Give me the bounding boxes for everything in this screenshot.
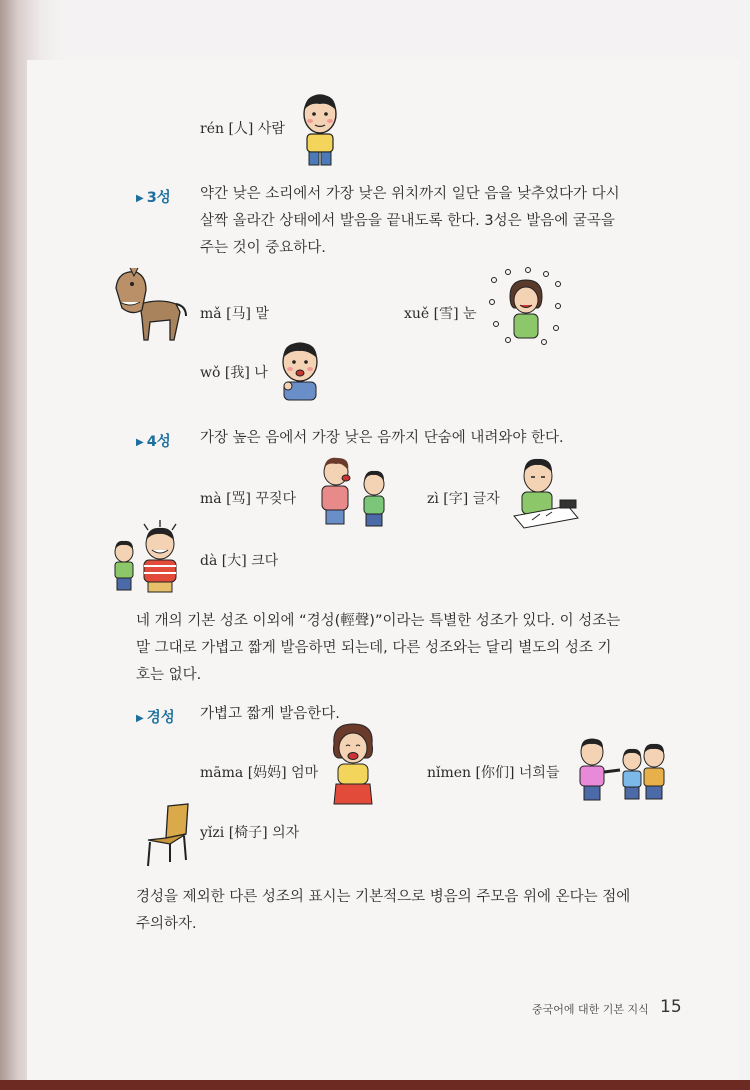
tone-mark-note — [136, 884, 630, 938]
paragraph-line: 네 개의 기본 성조 이외에 “경성(輕聲)”이라는 특별한 성조가 있다. 이 성조는 — [136, 613, 621, 629]
word-xue3: xuě [雪] 눈 — [404, 306, 477, 322]
big-man-illustration — [108, 518, 184, 594]
tone-4-description: 가장 높은 음에서 가장 낮은 음까지 단숨에 내려와야 한다. — [200, 430, 564, 446]
word-ren: rén [人] 사람 — [200, 121, 285, 137]
neutral-tone-label: ▶ 경성 — [136, 710, 175, 726]
tone-3-desc-line: 살짝 올라간 상태에서 발음을 끝내도록 한다. 3성은 발음에 굴곡을 — [200, 213, 615, 229]
word-nimen: nǐmen [你们] 너희들 — [427, 765, 560, 781]
word-yizi: yǐzi [椅子] 의자 — [200, 825, 300, 841]
man-pointing-self-illustration — [276, 338, 324, 400]
writing-man-illustration — [512, 456, 582, 530]
word-wo3: wǒ [我] 나 — [200, 365, 268, 381]
page-number: 15 — [660, 997, 682, 1017]
neutral-tone-intro — [136, 608, 620, 689]
word-zi4: zì [字] 글자 — [427, 491, 500, 507]
tone-3-label: ▶ 3성 — [136, 190, 171, 206]
paragraph-line: 주의하자. — [136, 916, 197, 932]
chapter-title: 중국어에 대한 기본 지식 — [532, 1003, 649, 1016]
scolding-illustration — [316, 456, 394, 528]
man-illustration — [298, 92, 342, 166]
word-da4: dà [大] 크다 — [200, 553, 279, 569]
group-pointing-illustration — [576, 734, 668, 802]
tone-3-desc-line: 주는 것이 중요하다. — [200, 240, 326, 256]
chair-illustration — [144, 804, 192, 868]
paragraph-line: 호는 없다. — [136, 667, 202, 683]
tone-3-desc-line: 약간 낮은 소리에서 가장 낮은 위치까지 일단 음을 낮추었다가 다시 — [200, 186, 620, 202]
mother-illustration — [328, 722, 378, 806]
word-mama: māma [妈妈] 엄마 — [200, 765, 319, 781]
word-ma4: mà [骂] 꾸짖다 — [200, 491, 297, 507]
paragraph-line: 말 그대로 가볍고 짧게 발음하면 되는데, 다른 성조와는 달리 별도의 성조 기 — [136, 640, 612, 656]
scan-bottom-edge — [0, 1080, 750, 1090]
neutral-tone-description: 가볍고 짧게 발음한다. — [200, 706, 340, 722]
tone-4-label: ▶ 4성 — [136, 434, 171, 450]
tone-3-description — [200, 181, 620, 262]
word-ma3: mǎ [马] 말 — [200, 306, 269, 322]
snow-woman-illustration — [488, 268, 562, 348]
paragraph-line: 경성을 제외한 다른 성조의 표시는 기본적으로 병음의 주모음 위에 온다는 점에 — [136, 889, 631, 905]
horse-illustration — [110, 264, 190, 344]
